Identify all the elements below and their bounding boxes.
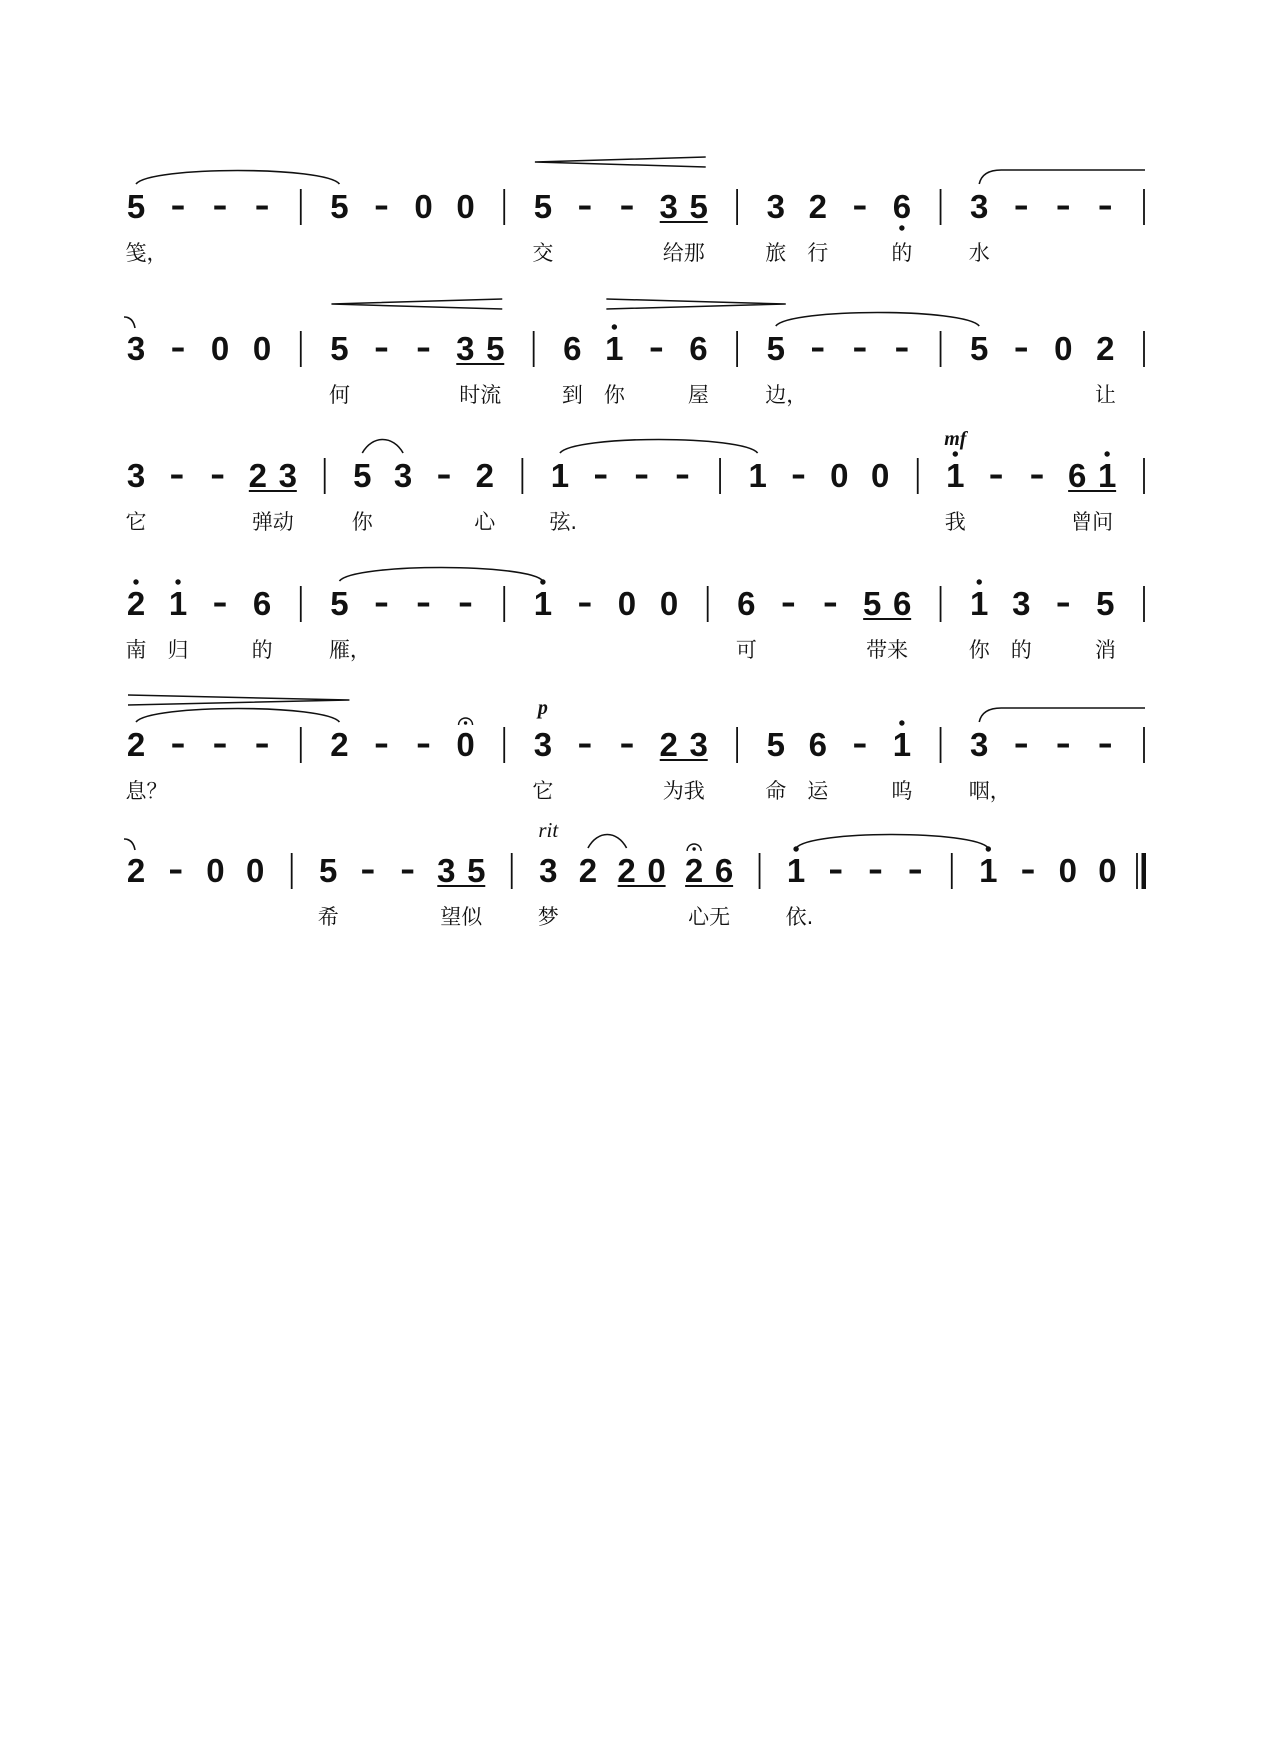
note: 1 bbox=[748, 457, 767, 494]
sustain-dash: - bbox=[988, 455, 1004, 492]
note: 5 bbox=[766, 330, 785, 367]
lyric: 的 bbox=[1010, 638, 1032, 662]
note: 3 bbox=[539, 852, 558, 889]
lyric: 咽， bbox=[968, 779, 1011, 803]
note: 3 bbox=[126, 330, 146, 367]
fermata-dot bbox=[464, 721, 467, 724]
rest: 0 bbox=[870, 457, 890, 494]
note: 5 bbox=[970, 330, 989, 367]
note: 2 bbox=[475, 457, 494, 494]
note: 2 bbox=[248, 457, 268, 494]
sustain-dash: - bbox=[894, 328, 910, 365]
rest: 0 bbox=[245, 852, 265, 889]
sustain-dash: - bbox=[212, 583, 228, 620]
sustain-dash: - bbox=[458, 583, 474, 620]
note: 6 bbox=[689, 330, 708, 367]
note: 3 bbox=[1012, 585, 1031, 622]
sustain-dash: - bbox=[1013, 328, 1029, 365]
lyric: 带来 bbox=[866, 638, 909, 662]
note: 3 bbox=[689, 726, 708, 763]
lyric: 行 bbox=[807, 241, 829, 265]
note: 5 bbox=[467, 852, 486, 889]
barline-thick bbox=[1142, 853, 1147, 889]
rest: 0 bbox=[617, 585, 637, 622]
lyric: 你 bbox=[603, 383, 625, 407]
lyric: 让 bbox=[1094, 383, 1116, 407]
lyric: 屋 bbox=[687, 383, 709, 407]
octave-dot-high bbox=[953, 451, 958, 456]
lyric: 交 bbox=[532, 241, 554, 265]
sustain-dash: - bbox=[1097, 186, 1113, 223]
lyric: 心 bbox=[474, 510, 496, 534]
lyric: 梦 bbox=[537, 905, 559, 929]
sustain-dash: - bbox=[868, 850, 884, 887]
lyric: 为我 bbox=[662, 779, 705, 803]
note: 2 bbox=[330, 726, 349, 763]
sustain-dash: - bbox=[828, 850, 844, 887]
dynamic-mark: p bbox=[537, 697, 548, 719]
note: 5 bbox=[862, 585, 882, 622]
sustain-dash: - bbox=[168, 850, 184, 887]
sustain-dash: - bbox=[907, 850, 923, 887]
sustain-dash: - bbox=[373, 186, 389, 223]
lyric: 可 bbox=[735, 638, 757, 662]
sustain-dash: - bbox=[416, 328, 432, 365]
sustain-dash: - bbox=[170, 328, 186, 365]
rest: 0 bbox=[414, 188, 433, 225]
lyric: 你 bbox=[968, 638, 990, 662]
lyric: 望似 bbox=[440, 905, 483, 929]
rest: 0 bbox=[210, 330, 230, 367]
rest: 0 bbox=[252, 330, 272, 367]
lyric: 给那 bbox=[662, 241, 705, 265]
rest: 0 bbox=[1058, 852, 1077, 889]
lyric: 的 bbox=[251, 638, 273, 662]
lyric: 希 bbox=[317, 905, 339, 929]
note: 6 bbox=[737, 585, 756, 622]
note: 1 bbox=[946, 457, 965, 494]
sustain-dash: - bbox=[360, 850, 376, 887]
sustain-dash: - bbox=[212, 724, 228, 761]
note: 3 bbox=[456, 330, 475, 367]
note: 5 bbox=[1096, 585, 1115, 622]
sustain-dash: - bbox=[254, 724, 270, 761]
rest: 0 bbox=[647, 852, 666, 889]
sustain-dash: - bbox=[170, 186, 186, 223]
rest: 0 bbox=[456, 726, 475, 763]
lyric: 边， bbox=[765, 383, 808, 407]
note: 1 bbox=[550, 457, 570, 494]
lyric: 水 bbox=[968, 241, 990, 265]
note: 3 bbox=[533, 726, 553, 763]
fermata-dot bbox=[692, 847, 695, 850]
note: 3 bbox=[766, 188, 785, 225]
note: 3 bbox=[278, 457, 298, 494]
sustain-dash: - bbox=[790, 455, 806, 492]
lyric: 弦. bbox=[549, 510, 578, 534]
rest: 0 bbox=[659, 585, 679, 622]
note: 1 bbox=[168, 585, 188, 622]
octave-dot-high bbox=[612, 324, 617, 329]
octave-dot-high bbox=[175, 579, 180, 584]
sustain-dash: - bbox=[577, 583, 593, 620]
sustain-dash: - bbox=[210, 455, 226, 492]
note: 5 bbox=[330, 585, 349, 622]
note: 5 bbox=[330, 330, 349, 367]
sustain-dash: - bbox=[416, 724, 432, 761]
lyric: 的 bbox=[891, 241, 913, 265]
note: 2 bbox=[684, 852, 704, 889]
rest: 0 bbox=[1098, 852, 1117, 889]
note: 1 bbox=[605, 330, 624, 367]
lyric: 我 bbox=[944, 510, 966, 534]
rest: 0 bbox=[830, 457, 849, 494]
lyric: 你 bbox=[351, 510, 373, 534]
lyric: 命 bbox=[765, 779, 787, 803]
sustain-dash: - bbox=[619, 724, 635, 761]
lyric: 何 bbox=[328, 383, 350, 407]
note: 3 bbox=[659, 188, 678, 225]
sustain-dash: - bbox=[416, 583, 432, 620]
note: 6 bbox=[892, 188, 912, 225]
lyric: 它 bbox=[532, 779, 554, 803]
sustain-dash: - bbox=[1055, 186, 1071, 223]
note: 6 bbox=[892, 585, 912, 622]
sustain-dash: - bbox=[1055, 583, 1071, 620]
sustain-dash: - bbox=[648, 328, 664, 365]
note: 2 bbox=[578, 852, 598, 889]
octave-dot-high bbox=[1104, 451, 1109, 456]
sustain-dash: - bbox=[1013, 724, 1029, 761]
note: 1 bbox=[892, 726, 912, 763]
tempo-mark: rit bbox=[538, 818, 559, 842]
octave-dot-low bbox=[899, 225, 904, 230]
sustain-dash: - bbox=[1013, 186, 1029, 223]
sustain-dash: - bbox=[170, 724, 186, 761]
note: 2 bbox=[126, 585, 146, 622]
note: 2 bbox=[1096, 330, 1115, 367]
sustain-dash: - bbox=[212, 186, 228, 223]
sustain-dash: - bbox=[593, 455, 609, 492]
lyric: 它 bbox=[125, 510, 147, 534]
note: 5 bbox=[689, 188, 708, 225]
lyric: 消 bbox=[1094, 638, 1116, 662]
note: 6 bbox=[714, 852, 734, 889]
sustain-dash: - bbox=[822, 583, 838, 620]
note: 2 bbox=[126, 726, 146, 763]
lyric: 弹动 bbox=[251, 510, 294, 534]
lyric: 雁， bbox=[328, 638, 371, 662]
octave-dot-high bbox=[977, 579, 982, 584]
lyric: 依. bbox=[785, 905, 814, 929]
sustain-dash: - bbox=[780, 583, 796, 620]
note: 3 bbox=[970, 188, 989, 225]
octave-dot-high bbox=[899, 720, 904, 725]
lyric: 到 bbox=[561, 383, 583, 407]
note: 5 bbox=[533, 188, 553, 225]
note: 5 bbox=[330, 188, 349, 225]
note: 2 bbox=[659, 726, 678, 763]
sustain-dash: - bbox=[169, 455, 185, 492]
sustain-dash: - bbox=[400, 850, 416, 887]
sustain-dash: - bbox=[577, 724, 593, 761]
lyric: 呜 bbox=[891, 779, 913, 803]
note: 5 bbox=[319, 852, 338, 889]
note: 5 bbox=[126, 188, 146, 225]
note: 2 bbox=[126, 852, 146, 889]
sustain-dash: - bbox=[436, 455, 452, 492]
note: 6 bbox=[808, 726, 827, 763]
note: 1 bbox=[970, 585, 989, 622]
sustain-dash: - bbox=[619, 186, 635, 223]
rest: 0 bbox=[1054, 330, 1073, 367]
note: 5 bbox=[486, 330, 505, 367]
note: 5 bbox=[353, 457, 372, 494]
note: 1 bbox=[786, 852, 806, 889]
note: 6 bbox=[563, 330, 582, 367]
sustain-dash: - bbox=[1097, 724, 1113, 761]
note: 1 bbox=[533, 585, 553, 622]
sustain-dash: - bbox=[852, 186, 868, 223]
sustain-dash: - bbox=[852, 328, 868, 365]
sustain-dash: - bbox=[373, 328, 389, 365]
sustain-dash: - bbox=[1020, 850, 1036, 887]
note: 2 bbox=[808, 188, 827, 225]
note: 3 bbox=[970, 726, 989, 763]
note: 6 bbox=[1067, 457, 1087, 494]
sustain-dash: - bbox=[373, 583, 389, 620]
lyric: 息？ bbox=[125, 779, 168, 803]
note: 2 bbox=[617, 852, 636, 889]
octave-dot-high bbox=[133, 579, 138, 584]
lyric: 时流 bbox=[459, 383, 502, 407]
rest: 0 bbox=[206, 852, 225, 889]
note: 6 bbox=[252, 585, 272, 622]
sustain-dash: - bbox=[674, 455, 690, 492]
note: 3 bbox=[393, 457, 413, 494]
lyric: 笺， bbox=[125, 241, 168, 265]
sustain-dash: - bbox=[1055, 724, 1071, 761]
note: 3 bbox=[437, 852, 456, 889]
lyric: 运 bbox=[807, 779, 829, 803]
note: 1 bbox=[1097, 457, 1117, 494]
sustain-dash: - bbox=[852, 724, 868, 761]
sustain-dash: - bbox=[577, 186, 593, 223]
sustain-dash: - bbox=[810, 328, 826, 365]
lyric: 心无 bbox=[688, 905, 731, 929]
note: 1 bbox=[979, 852, 998, 889]
dynamic-mark: mf bbox=[944, 428, 967, 450]
note: 5 bbox=[766, 726, 785, 763]
lyric: 归 bbox=[167, 638, 189, 662]
lyric: 旅 bbox=[765, 241, 787, 265]
lyric: 南 bbox=[125, 638, 147, 662]
sustain-dash: - bbox=[634, 455, 650, 492]
sustain-dash: - bbox=[1029, 455, 1045, 492]
sustain-dash: - bbox=[373, 724, 389, 761]
rest: 0 bbox=[456, 188, 475, 225]
lyric: 曾问 bbox=[1071, 510, 1114, 534]
note: 3 bbox=[126, 457, 146, 494]
sustain-dash: - bbox=[254, 186, 270, 223]
